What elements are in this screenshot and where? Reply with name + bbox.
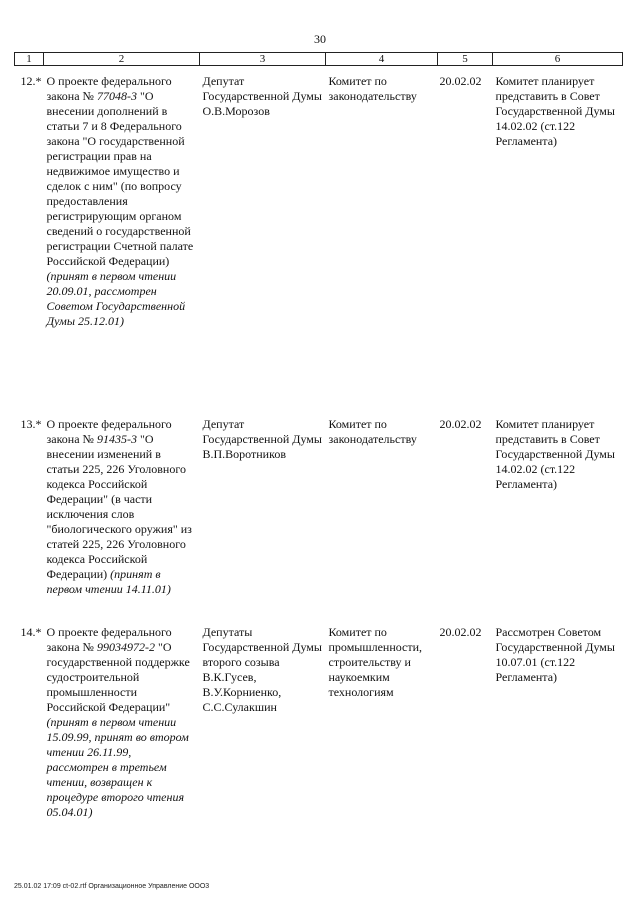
project-intro: О проекте федерального закона № xyxy=(46,74,172,103)
note-cell: Рассмотрен Советом Государственной Думы 10.07.01 (ст.122 Регламента) xyxy=(495,625,615,684)
project-title: "О внесении изменений в статьи 225, 226 Уголовного кодекса Российской Федерации" (в части исключения слов "биологического оружия" из статей 225, 226 Уголовного кодекса Российской Федерации) xyxy=(46,432,192,581)
project-number: 77048-3 xyxy=(96,89,137,103)
column-header-4: 4 xyxy=(326,53,438,66)
row-number: 14.* xyxy=(20,625,42,639)
column-number-row xyxy=(15,53,623,66)
date-cell: 20.02.02 xyxy=(439,625,482,639)
column-header-3: 3 xyxy=(200,53,326,66)
committee-cell: Комитет по законодательству xyxy=(328,417,417,446)
row-number: 13.* xyxy=(20,417,42,431)
author-cell: Депутат Государственной Думы О.В.Морозов xyxy=(202,74,322,118)
project-cell xyxy=(44,66,200,410)
column-header-6: 6 xyxy=(493,53,623,66)
note-cell: Комитет планирует представить в Совет Государственной Думы 14.02.02 (ст.122 Регламента) xyxy=(495,417,615,491)
page-number: 30 xyxy=(314,32,326,46)
table-row xyxy=(15,617,623,825)
date-cell: 20.02.02 xyxy=(439,74,482,88)
project-cell xyxy=(44,409,200,617)
project-status: (принят в первом чтении 20.09.01, рассмотрен Советом Государственной Думы 25.12.01) xyxy=(46,269,186,328)
date-cell: 20.02.02 xyxy=(439,417,482,431)
row-number: 12.* xyxy=(20,74,42,88)
author-cell: Депутаты Государственной Думы второго созыва В.К.Гусев, В.У.Корниенко, С.С.Сулакшин xyxy=(202,625,322,714)
note-cell: Комитет планирует представить в Совет Государственной Думы 14.02.02 (ст.122 Регламента) xyxy=(495,74,615,148)
project-number: 99034972-2 xyxy=(96,640,155,654)
project-intro: О проекте федерального закона № xyxy=(46,625,172,654)
author-cell: Депутат Государственной Думы В.П.Воротников xyxy=(202,417,322,461)
committee-cell: Комитет по законодательству xyxy=(328,74,417,103)
table-row xyxy=(15,66,623,410)
project-status: (принят в первом чтении 14.11.01) xyxy=(46,567,171,596)
project-status: (принят в первом чтении 15.09.99, принят во втором чтении 26.11.99, рассмотрен в третьем чтении, возвращен к процедуре второго чтения 05.04.01) xyxy=(46,715,189,819)
column-header-5: 5 xyxy=(438,53,493,66)
project-cell xyxy=(44,617,200,825)
agenda-table xyxy=(14,52,623,825)
project-intro: О проекте федерального закона № xyxy=(46,417,172,446)
column-header-1: 1 xyxy=(15,53,44,66)
project-title: "О государственной поддержке судостроительной промышленности Российской Федерации" xyxy=(46,640,190,714)
print-footer: 25.01.02 17:09 ct-02.rtf Организационное Управление ООО3 xyxy=(14,883,210,890)
column-header-2: 2 xyxy=(44,53,200,66)
table-row xyxy=(15,409,623,617)
committee-cell: Комитет по промышленности, строительству и наукоемким технологиям xyxy=(328,625,423,699)
project-number: 91435-3 xyxy=(96,432,137,446)
project-title: "О внесении дополнений в статьи 7 и 8 Федерального закона "О государственной регистрации прав на недвижимое имущество и сделок с ним" (по вопросу предоставления регистрирующим органом сведений о государственной регистрации Счетной палате Российской Федерации) xyxy=(46,89,194,268)
